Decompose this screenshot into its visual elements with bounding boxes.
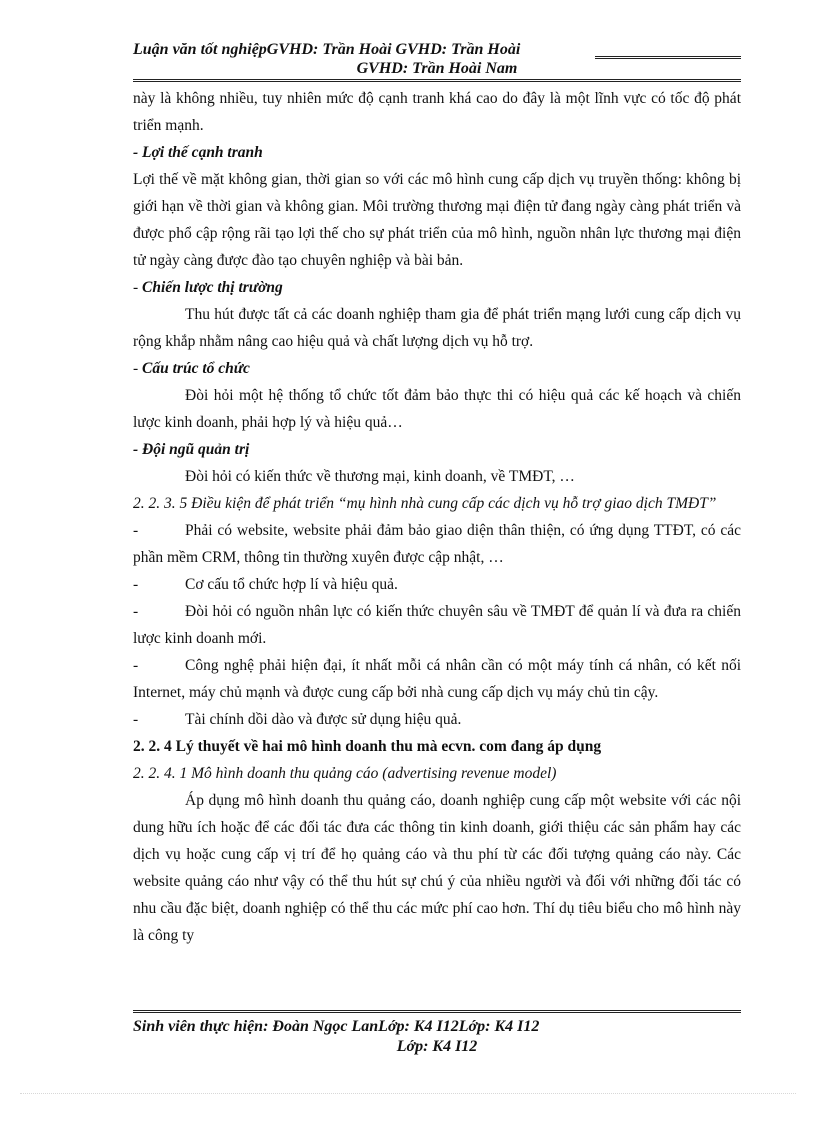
heading-market-strategy-label: Chiến lược thị trường — [142, 279, 283, 296]
paragraph-advertising-model: Áp dụng mô hình doanh thu quảng cáo, doanh nghiệp cung cấp một website với các nội dung hữu ích hoặc để các đối tác đưa các thông tin kinh doanh, giới thiệu các sản phẩm hay các dịch vụ hoặc cung cấp vị trí để họ quảng cáo và thu phí từ các đối tượng quảng cáo này. Các website quảng cáo như vậy có thể thu hút sự chú ý của nhiều người và đối với những đối tác có nhu cầu đặc biệt, doanh nghiệp có thể thu các mức phí cao hơn. Thí dụ tiêu biểu cho mô hình này là công ty — [133, 792, 741, 944]
heading-prefix: - — [133, 279, 143, 296]
list-item-text: Phải có website, website phải đảm bảo giao diện thân thiện, có ứng dụng TTĐT, có các phần mềm CRM, thông tin thường xuyên được cập nhật, … — [133, 522, 741, 566]
page-boundary — [20, 1093, 796, 1094]
list-item — [133, 517, 741, 571]
header-rule — [133, 79, 741, 82]
list-item — [133, 652, 741, 706]
paragraph-management-team: Đòi hỏi có kiến thức về thương mại, kinh doanh, về TMĐT, … — [185, 468, 575, 485]
paragraph-competitive-advantage: Lợi thế về mặt không gian, thời gian so với các mô hình cung cấp dịch vụ truyền thống: không bị giới hạn về thời gian và không gian. Môi trường thương mại điện tử đang ngày càng phát triển và được phổ cập rộng rãi tạo lợi thế cho sự phát triển của mô hình, nguồn nhân lực thương mại điện tử ngày càng được đào tạo chuyên nghiệp và bài bản. — [133, 171, 741, 269]
document-body — [133, 85, 741, 949]
list-item-text: Tài chính dồi dào và được sử dụng hiệu quả. — [185, 711, 462, 728]
header-advisor: GVHD: Trần Hoài Nam — [356, 60, 518, 77]
list-item-text: Đòi hỏi có nguồn nhân lực có kiến thức chuyên sâu về TMĐT để quản lí và đưa ra chiến lược kinh doanh mới. — [133, 603, 741, 647]
page-footer — [133, 1010, 741, 1057]
heading-market-strategy — [133, 274, 741, 301]
paragraph-market-strategy: Thu hút được tất cả các doanh nghiệp tham gia để phát triển mạng lưới cung cấp dịch vụ rộng khắp nhằm nâng cao hiệu quả và chất lượng dịch vụ hỗ trợ. — [133, 306, 741, 350]
heading-competitive-advantage: - Lợi thế cạnh tranh — [133, 144, 263, 161]
dash-bullet: - — [133, 522, 139, 539]
paragraph-intro: này là không nhiều, tuy nhiên mức độ cạnh tranh khá cao do đây là một lĩnh vực có tốc độ phát triển mạnh. — [133, 90, 741, 134]
list-item-text: Cơ cấu tổ chức hợp lí và hiệu quả. — [185, 576, 398, 593]
section-heading-2235: 2. 2. 3. 5 Điều kiện để phát triển “mụ hình nhà cung cấp các dịch vụ hỗ trợ giao dịch TMĐT” — [133, 495, 717, 512]
dash-bullet: - — [133, 711, 139, 728]
heading-org-structure — [133, 355, 741, 382]
heading-org-structure-label: Cấu trúc tổ chức — [142, 360, 250, 377]
footer-student: Sinh viên thực hiện: Đoàn Ngọc LanLớp: K4 I12Lớp: K4 I12 — [133, 1018, 540, 1035]
dash-bullet: - — [133, 603, 139, 620]
list-item — [133, 598, 741, 652]
footer-rule — [133, 1010, 741, 1013]
dash-bullet: - — [133, 576, 139, 593]
heading-prefix: - — [133, 360, 143, 377]
dash-bullet: - — [133, 657, 139, 674]
document-page — [133, 40, 741, 949]
section-heading-224: 2. 2. 4 Lý thuyết về hai mô hình doanh thu mà ecvn. com đang áp dụng — [133, 738, 602, 755]
heading-management-team: - Đội ngũ quản trị — [133, 441, 250, 458]
section-heading-2241: 2. 2. 4. 1 Mô hình doanh thu quảng cáo (advertising revenue model) — [133, 765, 557, 782]
paragraph-org-structure: Đòi hỏi một hệ thống tổ chức tốt đảm bảo thực thi có hiệu quả các kế hoạch và chiến lược kinh doanh, phải hợp lý và hiệu quả… — [133, 387, 741, 431]
list-item — [133, 706, 741, 733]
list-item — [133, 571, 741, 598]
list-item-text: Công nghệ phải hiện đại, ít nhất mỗi cá nhân cần có một máy tính cá nhân, có kết nối Internet, máy chủ mạnh và được cung cấp bởi nhà cung cấp dịch vụ máy chủ tin cậy. — [133, 657, 741, 701]
footer-class: Lớp: K4 I12 — [396, 1038, 478, 1055]
header-title: Luận văn tốt nghiệpGVHD: Trần Hoài GVHD: Trần Hoài — [133, 41, 521, 58]
